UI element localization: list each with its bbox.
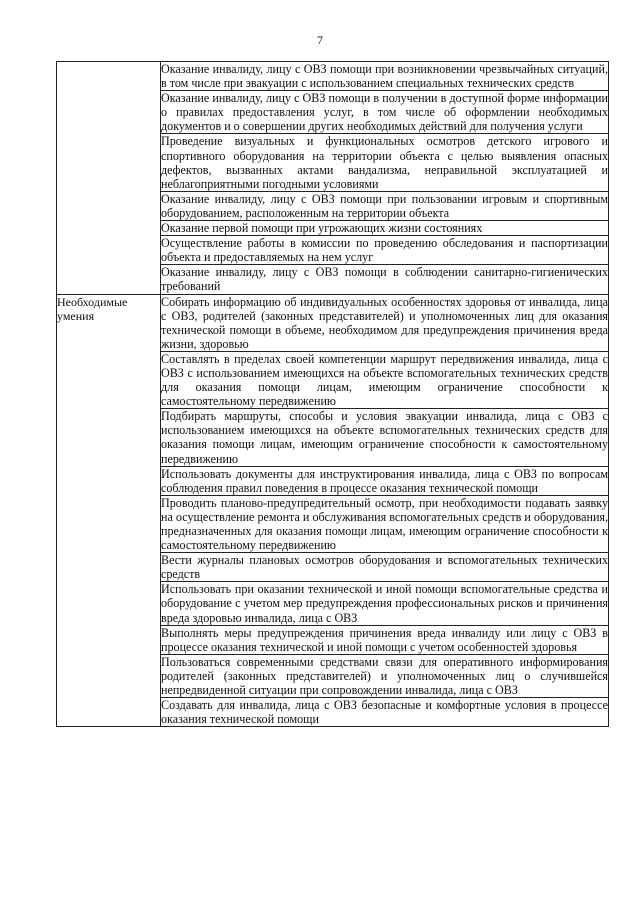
table-cell: Оказание инвалиду, лицу с ОВЗ помощи при пользовании игровым и спортивным оборудованием, расположенным на территории объекта xyxy=(161,191,608,220)
table-cell: Вести журналы плановых осмотров оборудования и вспомогательных технических средств xyxy=(161,553,608,582)
table-cell: Проводить планово-предупредительный осмотр, при необходимости подавать заявку на осуществление ремонта и обслуживания вспомогательных средств и оборудования, предназначенных для оказания помощи лицам, имеющим ограничение способности к самостоятельному передвижению xyxy=(161,495,608,553)
page-number: 7 xyxy=(317,33,323,47)
table-cell: Оказание первой помощи при угрожающих жизни состояниях xyxy=(161,221,609,236)
group-label-empty xyxy=(57,62,161,295)
table-cell: Оказание инвалиду, лицу с ОВЗ помощи при возникновении чрезвычайных ситуаций, в том числе при эвакуации с использованием специальных технических средств xyxy=(161,62,608,91)
table-cell: Пользоваться современными средствами связи для оперативного информирования родителей (законных представителей) и уполномоченных лиц о случившейся непредвиденной ситуации при сопровождении инвалида, лица с ОВЗ xyxy=(161,654,608,698)
table-row xyxy=(57,62,609,91)
table-cell: Собирать информацию об индивидуальных особенностях здоровья от инвалида, лица с ОВЗ, родителей (законных представителей) и уполномоченных лиц для оказания технической помощи в объеме, необходимом для предупреждения причинения вреда жизни, здоровью xyxy=(161,294,608,351)
table-row xyxy=(57,294,609,351)
table-cell: Создавать для инвалида, лица с ОВЗ безопасные и комфортные условия в процессе оказания технической помощи xyxy=(161,698,608,727)
table-cell: Осуществление работы в комиссии по проведению обследования и паспортизации объекта и предоставляемых на нем услуг xyxy=(161,236,608,265)
table-cell: Подбирать маршруты, способы и условия эвакуации инвалида, лица с ОВЗ с использованием имеющихся на объекте вспомогательных технических средств для оказания помощи лицам, имеющим ограничение способности к самостоятельному передвижению xyxy=(161,409,608,466)
table-cell: Выполнять меры предупреждения причинения вреда инвалиду или лицу с ОВЗ в процессе оказания технической и иной помощи с учетом особенностей здоровья xyxy=(161,625,608,654)
table-cell: Оказание инвалиду, лицу с ОВЗ помощи в получении в доступной форме информации о правилах предоставления услуг, в том числе об оформлении необходимых документов и о совершении других необходимых действий для получения услуги xyxy=(161,91,608,134)
group-label-skills: Необходимые умения xyxy=(57,294,161,727)
table-cell: Оказание инвалиду, лицу с ОВЗ помощи в соблюдении санитарно-гигиенических требований xyxy=(161,265,608,294)
table-cell: Использовать при оказании технической и иной помощи вспомогательные средства и оборудование с учетом мер предупреждения профессиональных рисков и причинения вреда здоровью инвалида, лица с ОВЗ xyxy=(161,582,608,625)
table-cell: Составлять в пределах своей компетенции маршрут передвижения инвалида, лица с ОВЗ с использованием имеющихся на объекте вспомогательных технических средств для оказания помощи лицам, имеющим ограничение способности к самостоятельному передвижению xyxy=(161,351,608,409)
table-cell: Использовать документы для инструктирования инвалида, лица с ОВЗ по вопросам соблюдения правил поведения в процессе оказания технической помощи xyxy=(161,466,608,495)
table-cell: Проведение визуальных и функциональных осмотров детского игрового и спортивного оборудования на территории объекта с целью выявления опасных дефектов, вызванных актами вандализма, неправильной эксплуатацией и неблагоприятными погодными условиями xyxy=(161,134,608,191)
requirements-table xyxy=(56,61,609,727)
